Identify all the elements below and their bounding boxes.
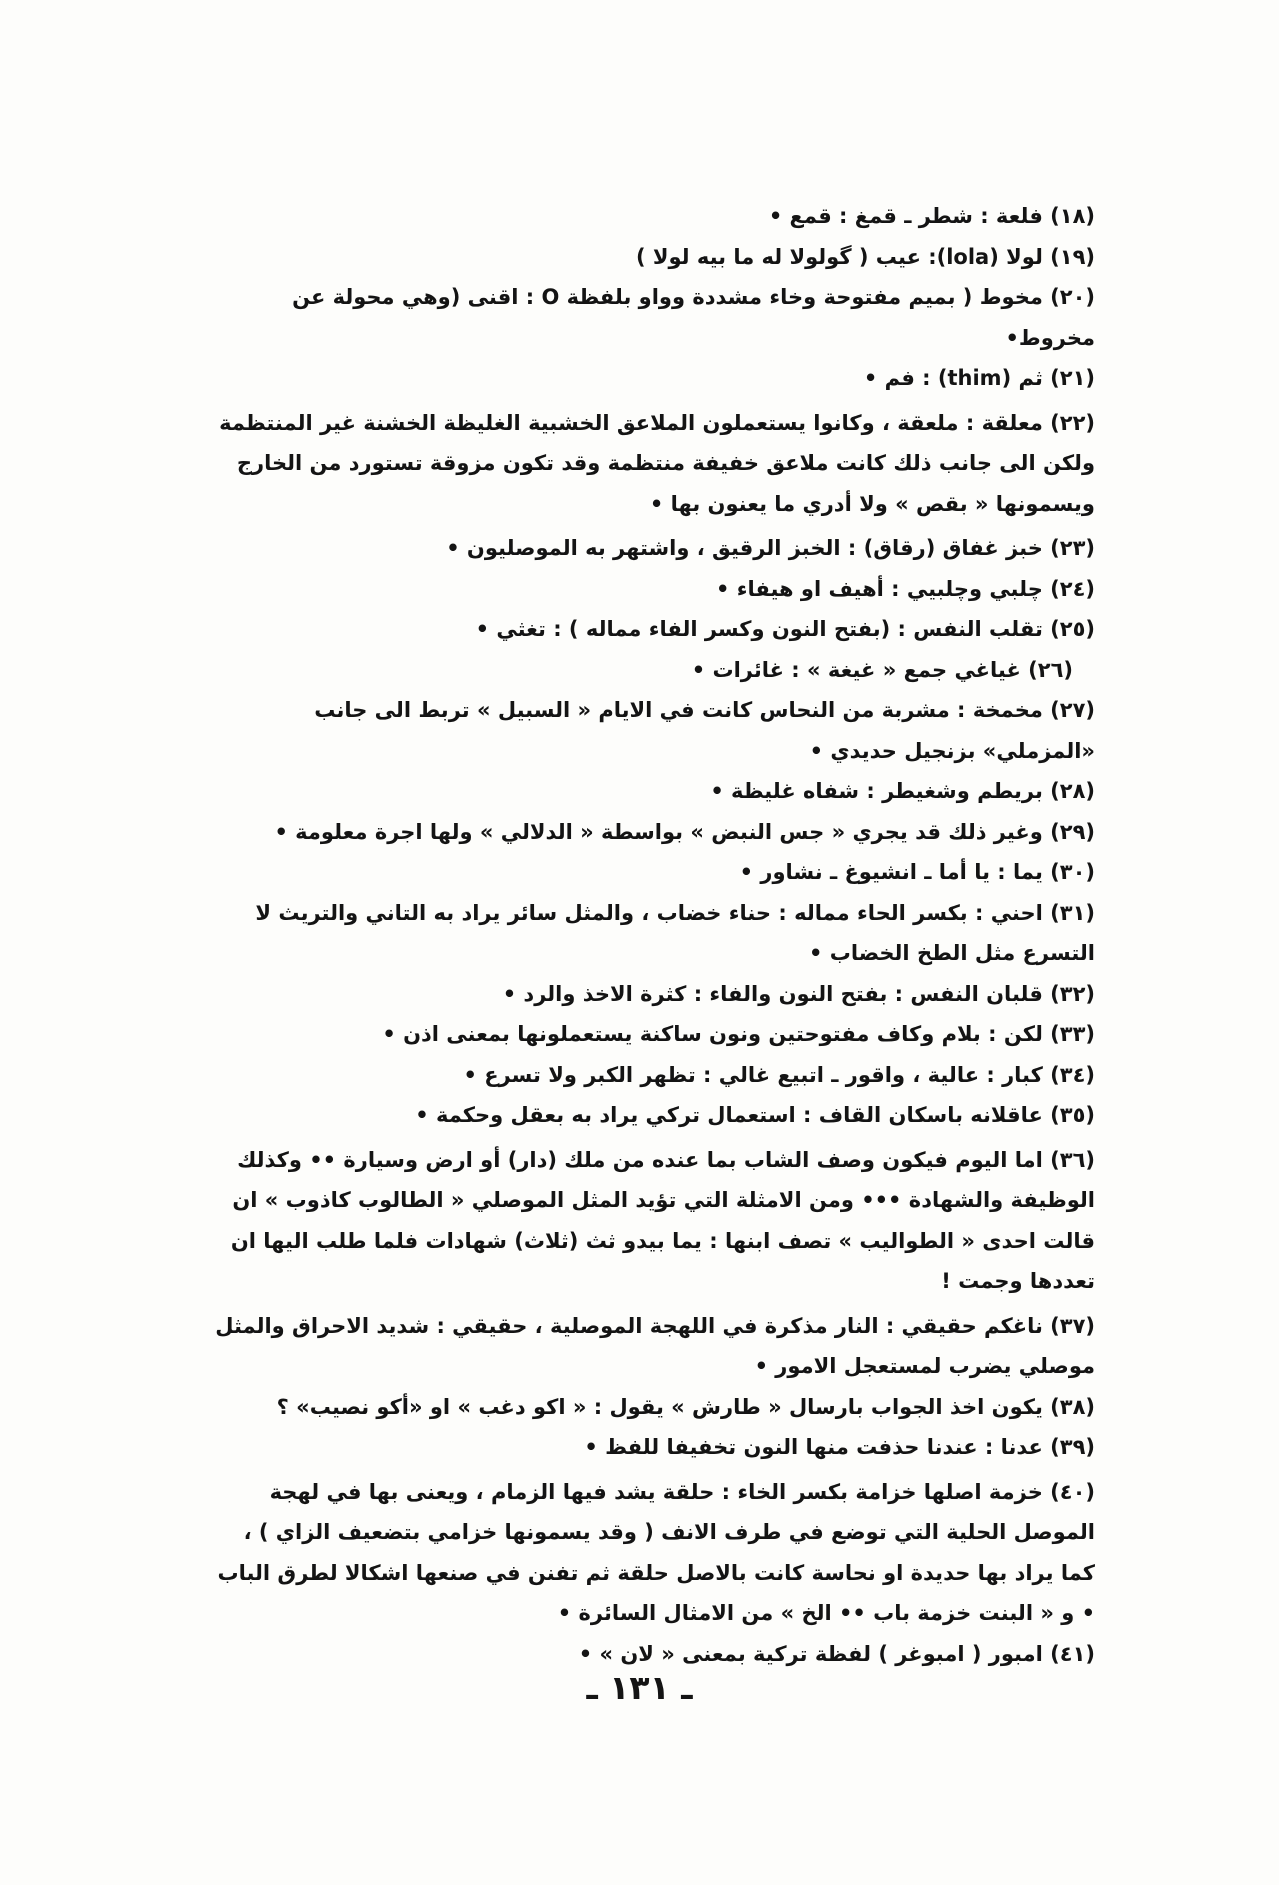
footnote-30: (٣٠) يما : يا أما ـ انشيوغ ـ نشاور • (739, 860, 1095, 884)
footnote-40: (٤٠) خزمة اصلها خزامة بكسر الخاء : حلقة يشد فيها الزمام ، ويعنى بها في لهجة الموصل الحلية التي توضع في طرف الانف ( وقد يسمونها خزامي بتضعيف الزاي ) ، كما يراد بها حديدة او نحاسة كانت بالاصل حلقة ثم تفنن في صنعها اشكالا لطرق الباب • و « البنت خزمة باب •• الخ » من الامثال السائرة • (217, 1479, 1095, 1625)
footnotes-list (215, 196, 1095, 1674)
footnote-35: (٣٥) عاقلانه باسكان القاف : استعمال تركي يراد به بعقل وحكمة • (415, 1103, 1095, 1127)
footnote-18: (١٨) فلعة : شطر ـ قمغ : قمع • (768, 204, 1095, 228)
footnote-34: (٣٤) كبار : عالية ، واقور ـ اتبيع غالي : تظهر الكبر ولا تسرع • (463, 1062, 1095, 1087)
footnote-20: (٢٠) مخوط ( بميم مفتوحة وخاء مشددة وواو بلفظة O : اقنى (وهي محولة عن مخروط• (292, 285, 1095, 350)
footnote-22: (٢٢) معلقة : ملعقة ، وكانوا يستعملون الملاعق الخشبية الغليظة الخشنة غير المنتظمة ولكن الى جانب ذلك كانت ملاعق خفيفة منتظمة وقد تكون مزوقة تستورد من الخارج ويسمونها « بقص » ولا أدري ما يعنون بها • (219, 410, 1095, 516)
footnote-41: (٤١) امبور ( امبوغر ) لفظة تركية بمعنى « لان » • (578, 1641, 1095, 1666)
footnote-19: (١٩) لولا (lola): عيب ( گولولا له ما بيه لولا ) (635, 244, 1095, 269)
footnote-31: (٣١) احني : بكسر الحاء مماله : حناء خضاب ، والمثل سائر يراد به التاني والتريث لا التسرع مثل الطخ الخضاب • (255, 900, 1095, 965)
footnote-37: (٣٧) ناغكم حقيقي : النار مذكرة في اللهجة الموصلية ، حقيقي : شديد الاحراق والمثل موصلي يضرب لمستعجل الامور • (215, 1313, 1095, 1378)
footnote-36: (٣٦) اما اليوم فيكون وصف الشاب بما عنده من ملك (دار) أو ارض وسيارة •• وكذلك الوظيفة والشهادة ••• ومن الامثلة التي تؤيد المثل الموصلي « الطالوب كاذوب » ان قالت احدى « الطواليب » تصف ابنها : يما بيدو ثث (ثلاث) شهادات فلما طلب اليها ان تعددها وجمت ! (230, 1147, 1095, 1293)
footnote-39: (٣٩) عدنا : عندنا حذفت منها النون تخفيفا للفظ • (584, 1435, 1095, 1459)
footnote-26: (٢٦) غياغي جمع « غيغة » : غائرات • (691, 657, 1073, 682)
footnote-38: (٣٨) يكون اخذ الجواب بارسال « طارش » يقول : « اكو دغب » او «أكو نصيب» ؟ (276, 1394, 1095, 1419)
page-number: ـ ١٣١ ـ (586, 1668, 693, 1707)
footnote-33: (٣٣) لكن : بلام وكاف مفتوحتين ونون ساكنة يستعملونها بمعنى اذن • (382, 1022, 1095, 1046)
footnote-25: (٢٥) تقلب النفس : (بفتح النون وكسر الفاء مماله ) : تغثي • (475, 617, 1095, 641)
footnote-32: (٣٢) قلبان النفس : بفتح النون والفاء : كثرة الاخذ والرد • (502, 981, 1095, 1006)
footnote-24: (٢٤) چلبي وچلبيي : أهيف او هيفاء • (716, 576, 1095, 601)
footnote-29: (٢٩) وغير ذلك قد يجري « جس النبض » بواسطة « الدلالي » ولها اجرة معلومة • (274, 819, 1095, 844)
footnote-23: (٢٣) خبز غفاق (رقاق) : الخبز الرقيق ، واشتهر به الموصليون • (446, 536, 1095, 560)
footnote-27: (٢٧) مخمخة : مشربة من النحاس كانت في الايام « السبيل » تربط الى جانب «المزملي» بزنجيل حديدي • (314, 698, 1095, 763)
footnote-21: (٢١) ثم (thim) : فم • (863, 366, 1095, 390)
footnote-28: (٢٨) بريطم وشغيطر : شفاه غليظة • (710, 779, 1095, 803)
